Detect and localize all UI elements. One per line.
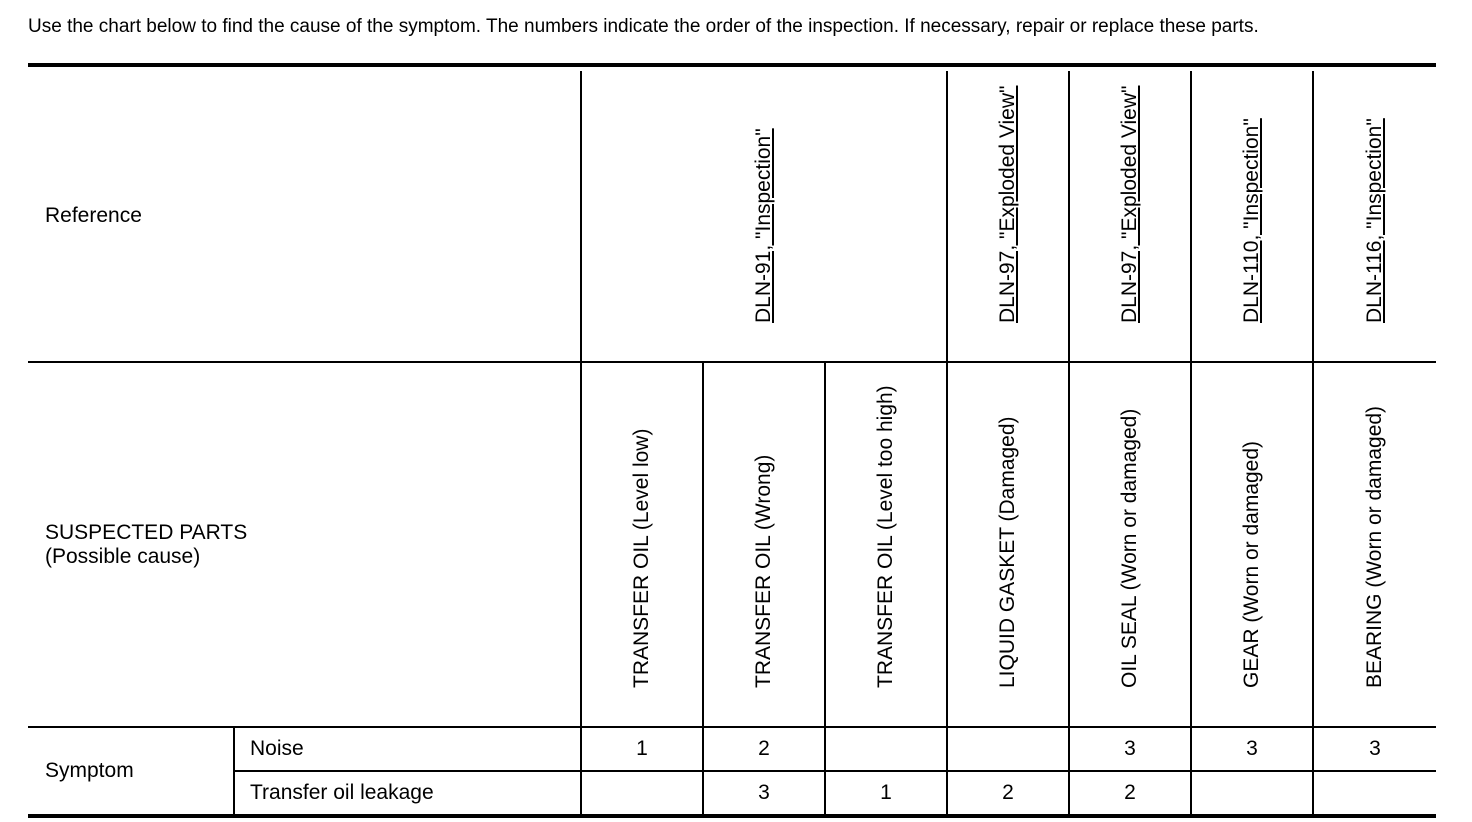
inspection-order-cell: 3 bbox=[1313, 727, 1436, 771]
inspection-order-cell bbox=[1191, 771, 1313, 816]
suspected-parts-title: SUSPECTED PARTS bbox=[45, 520, 248, 544]
inspection-order-cell: 2 bbox=[703, 727, 825, 771]
reference-link-dln-116[interactable]: DLN-116, "Inspection" bbox=[1363, 118, 1386, 323]
reference-link-dln-110[interactable]: DLN-110, "Inspection" bbox=[1240, 118, 1263, 323]
part-cell bbox=[703, 362, 825, 727]
inspection-order-cell bbox=[1313, 771, 1436, 816]
reference-link-dln-91[interactable]: DLN-91, "Inspection" bbox=[752, 128, 775, 323]
symptom-name: Noise bbox=[234, 727, 581, 771]
part-label: GEAR (Worn or damaged) bbox=[1240, 440, 1263, 688]
reference-link-dln-97[interactable]: DLN-97, "Exploded View" bbox=[1118, 85, 1141, 323]
part-cell bbox=[1069, 362, 1191, 727]
part-label: LIQUID GASKET (Damaged) bbox=[996, 416, 1019, 688]
inspection-order-cell: 2 bbox=[1069, 771, 1191, 816]
part-label: TRANSFER OIL (Wrong) bbox=[752, 454, 775, 688]
part-cell bbox=[581, 362, 703, 727]
part-cell bbox=[825, 362, 947, 727]
inspection-order-cell bbox=[947, 727, 1069, 771]
suspected-parts-row bbox=[28, 362, 1436, 727]
trouble-diagnosis-chart bbox=[28, 63, 1436, 818]
inspection-order-cell: 3 bbox=[703, 771, 825, 816]
part-cell bbox=[1313, 362, 1436, 727]
reference-cell bbox=[1191, 71, 1313, 362]
reference-link-dln-97[interactable]: DLN-97, "Exploded View" bbox=[996, 85, 1019, 323]
suspected-parts-label bbox=[28, 362, 581, 727]
inspection-order-cell: 1 bbox=[825, 771, 947, 816]
inspection-order-cell bbox=[825, 727, 947, 771]
symptom-label: Symptom bbox=[28, 727, 234, 816]
inspection-order-cell: 2 bbox=[947, 771, 1069, 816]
reference-cell bbox=[1069, 71, 1191, 362]
reference-row bbox=[28, 71, 1436, 362]
symptom-name: Transfer oil leakage bbox=[234, 771, 581, 816]
reference-cell bbox=[581, 71, 947, 362]
symptom-row-noise bbox=[28, 727, 1436, 771]
possible-cause-subtitle: (Possible cause) bbox=[45, 544, 201, 568]
reference-cell bbox=[947, 71, 1069, 362]
part-cell bbox=[1191, 362, 1313, 727]
part-cell bbox=[947, 362, 1069, 727]
inspection-order-cell: 3 bbox=[1191, 727, 1313, 771]
part-label: TRANSFER OIL (Level too high) bbox=[874, 385, 897, 688]
reference-cell bbox=[1313, 71, 1436, 362]
inspection-order-cell: 3 bbox=[1069, 727, 1191, 771]
part-label: TRANSFER OIL (Level low) bbox=[630, 428, 653, 688]
reference-label: Reference bbox=[28, 71, 581, 362]
intro-text: Use the chart below to find the cause of the symptom. The numbers indicate the order of the inspection. If necessary, repair or replace these parts. bbox=[28, 16, 1259, 37]
part-label: BEARING (Worn or damaged) bbox=[1363, 405, 1386, 688]
symptom-row-leakage bbox=[28, 771, 1436, 816]
inspection-order-cell: 1 bbox=[581, 727, 703, 771]
inspection-order-cell bbox=[581, 771, 703, 816]
part-label: OIL SEAL (Worn or damaged) bbox=[1118, 408, 1141, 688]
